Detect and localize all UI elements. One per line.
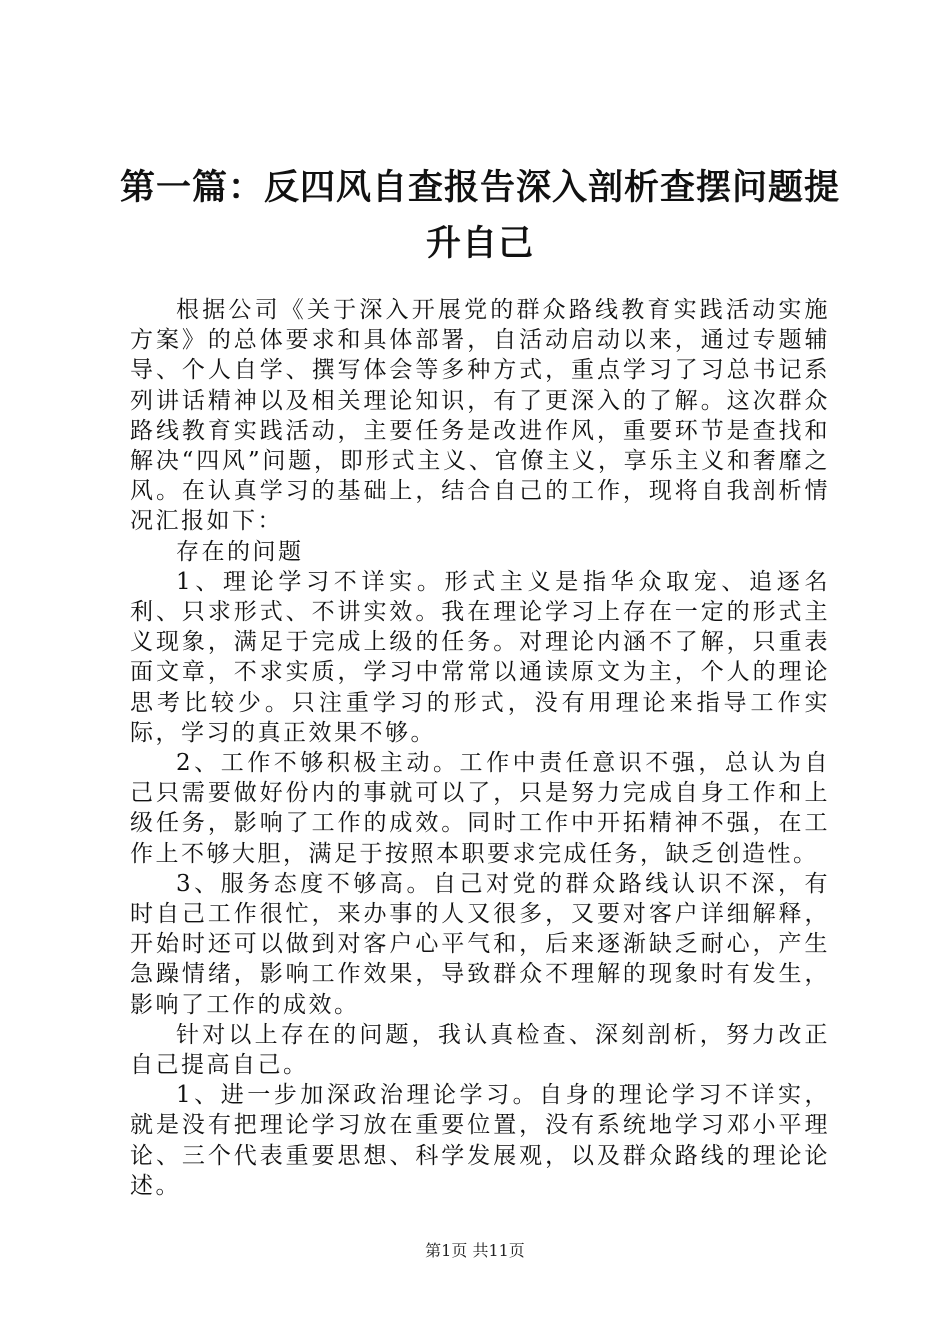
page-number-footer: 第1页 共11页 <box>425 1241 525 1260</box>
paragraph-remedy-intro: 针对以上存在的问题，我认真检查、深刻剖析，努力改正自己提高自己。 <box>130 1021 830 1079</box>
document-body <box>130 295 830 1201</box>
paragraph-problem-1: 1、理论学习不详实。形式主义是指华众取宠、追逐名利、只求形式、不讲实效。我在理论学习上存在一定的形式主义现象，满足于完成上级的任务。对理论内涵不了解，只重表面文章，不求实质，学习中常常以通读原文为主，个人的理论思考比较少。只注重学习的形式，没有用理论来指导工作实际，学习的真正效果不够。 <box>130 568 830 746</box>
paragraph-intro: 根据公司《关于深入开展党的群众路线教育实践活动实施方案》的总体要求和具体部署，自活动启动以来，通过专题辅导、个人自学、撰写体会等多种方式，重点学习了习总书记系列讲话精神以及相关理论知识，有了更深入的了解。这次群众路线教育实践活动，主要任务是改进作风，重要环节是查找和解决“四风”问题，即形式主义、官僚主义，享乐主义和奢靡之风。在认真学习的基础上，结合自己的工作，现将自我剖析情况汇报如下： <box>130 297 830 535</box>
document-title: 第一篇：反四风自查报告深入剖析查摆问题提升自己 <box>119 167 840 264</box>
paragraph-heading-problems: 存在的问题 <box>176 538 304 565</box>
paragraph-remedy-1: 1、进一步加深政治理论学习。自身的理论学习不详实，就是没有把理论学习放在重要位置，没有系统地学习邓小平理论、三个代表重要思想、科学发展观，以及群众路线的理论论述。 <box>130 1082 830 1199</box>
paragraph-problem-3: 3、服务态度不够高。自己对党的群众路线认识不深，有时自己工作很忙，来办事的人又很多，又要对客户详细解释，开始时还可以做到对客户心平气和，后来逐渐缺乏耐心，产生急躁情绪，影响工作效果，导致群众不理解的现象时有发生，影响了工作的成效。 <box>130 870 830 1018</box>
paragraph-problem-2: 2、工作不够积极主动。工作中责任意识不强，总认为自己只需要做好份内的事就可以了，只是努力完成自身工作和上级任务，影响了工作的成效。同时工作中开拓精神不强，在工作上不够大胆，满足于按照本职要求完成任务，缺乏创造性。 <box>130 750 830 867</box>
